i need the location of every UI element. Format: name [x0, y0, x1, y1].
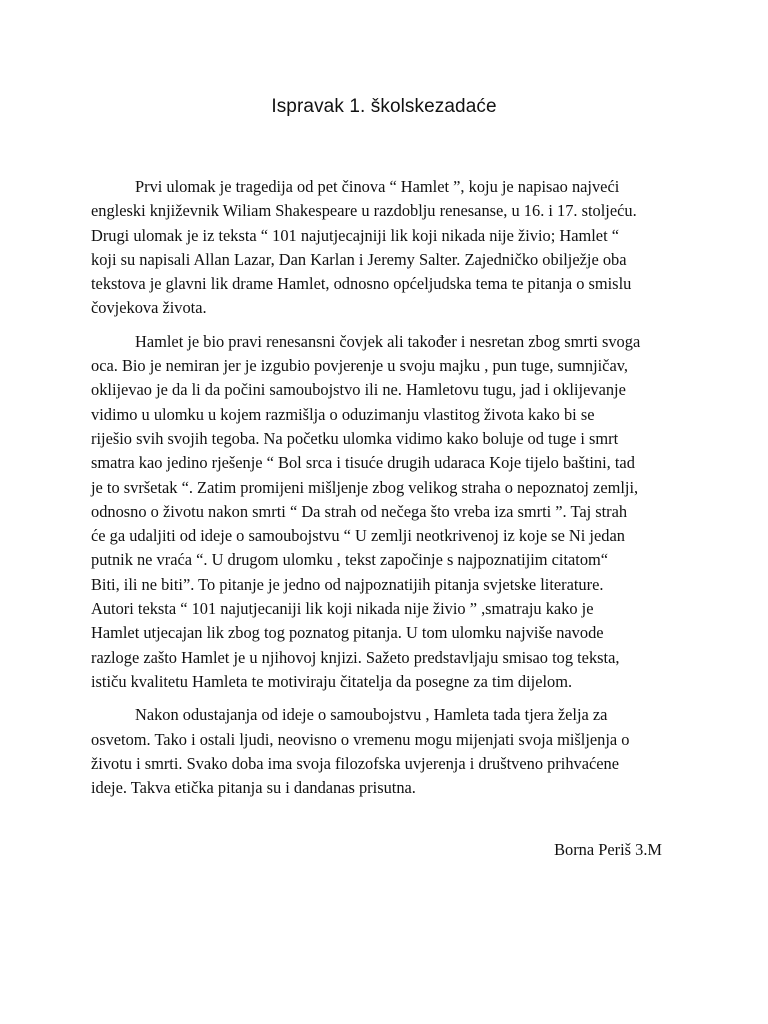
document-title: Ispravak 1. školskezadaće [271, 96, 497, 117]
text-line: engleski književnik Wiliam Shakespeare u razdoblju renesanse, u 16. i 17. stoljeću. [91, 201, 637, 221]
text-line: Biti, ili ne biti”. To pitanje je jedno od najpoznatijih pitanja svjetske literature. [91, 574, 604, 594]
text-line: životu i smrti. Svako doba ima svoja filozofska uvjerenja i društveno prihvaćene [91, 753, 620, 773]
text-line: Prvi ulomak je tragedija od pet činova “ Hamlet ”, koju je napisao najveći [135, 177, 620, 196]
text-line: je to svršetak “. Zatim promijeni mišljenje zbog velikog straha o nepoznatoj zemlji, [91, 477, 639, 497]
paragraph-1 [91, 175, 691, 321]
text-line: putnik ne vraća “. U drugom ulomku , tekst započinje s najpoznatijim citatom“ [91, 550, 609, 570]
text-line: ističu kvalitetu Hamleta te motiviraju čitatelja da posegne za tim dijelom. [91, 671, 573, 691]
text-line: Autori teksta “ 101 najutjecaniji lik koji nikada nije živio ” ,smatraju kako je [91, 599, 594, 619]
author-signature: Borna Periš 3.M [554, 840, 662, 859]
text-line: će ga udaljiti od ideje o samoubojstvu “ U zemlji neotkrivenoj iz koje se Ni jedan [91, 526, 625, 546]
text-line: vidimo u ulomku u kojem razmišlja o oduzimanju vlastitog života kako bi se [91, 404, 595, 424]
text-line: Hamlet je bio pravi renesansni čovjek ali također i nesretan zbog smrti svoga [135, 331, 641, 351]
text-line: čovjekova života. [91, 298, 207, 318]
text-line: osvetom. Tako i ostali ljudi, neovisno o vremenu mogu mijenjati svoja mišljenja o [91, 729, 630, 749]
paragraph-3 [91, 703, 691, 800]
document-body [91, 175, 691, 809]
text-line: oca. Bio je nemiran jer je izgubio povjerenje u svoju majku , pun tuge, sumnjičav, [91, 356, 628, 376]
text-line: riješio svih svojih tegoba. Na početku ulomka vidimo kako boluje od tuge i smrt [91, 428, 619, 448]
paragraph-2 [91, 330, 691, 694]
text-line: odnosno o životu nakon smrti “ Da strah od nečega što vreba iza smrti ”. Taj strah [91, 501, 628, 521]
text-line: Nakon odustajanja od ideje o samoubojstvu , Hamleta tada tjera želja za [135, 705, 608, 725]
text-line: Hamlet utjecajan lik zbog tog poznatog pitanja. U tom ulomku najviše navode [91, 623, 604, 643]
text-line: Drugi ulomak je iz teksta “ 101 najutjecajniji lik koji nikada nije živio; Hamlet “ [91, 225, 619, 245]
text-line: razloge zašto Hamlet je u njihovoj knjizi. Sažeto predstavljaju smisao tog teksta, [91, 647, 620, 667]
text-line: tekstova je glavni lik drame Hamlet, odnosno općeljudska tema te pitanja o smislu [91, 274, 632, 294]
text-line: koji su napisali Allan Lazar, Dan Karlan i Jeremy Salter. Zajedničko obilježje oba [91, 249, 627, 269]
text-line: oklijevao je da li da počini samoubojstvo ili ne. Hamletovu tugu, jad i oklijevanje [91, 380, 626, 400]
text-line: ideje. Takva etička pitanja su i dandanas prisutna. [91, 778, 416, 798]
text-line: smatra kao jedino rješenje “ Bol srca i tisuće drugih udaraca Koje tijelo baštini, tad [91, 453, 635, 473]
